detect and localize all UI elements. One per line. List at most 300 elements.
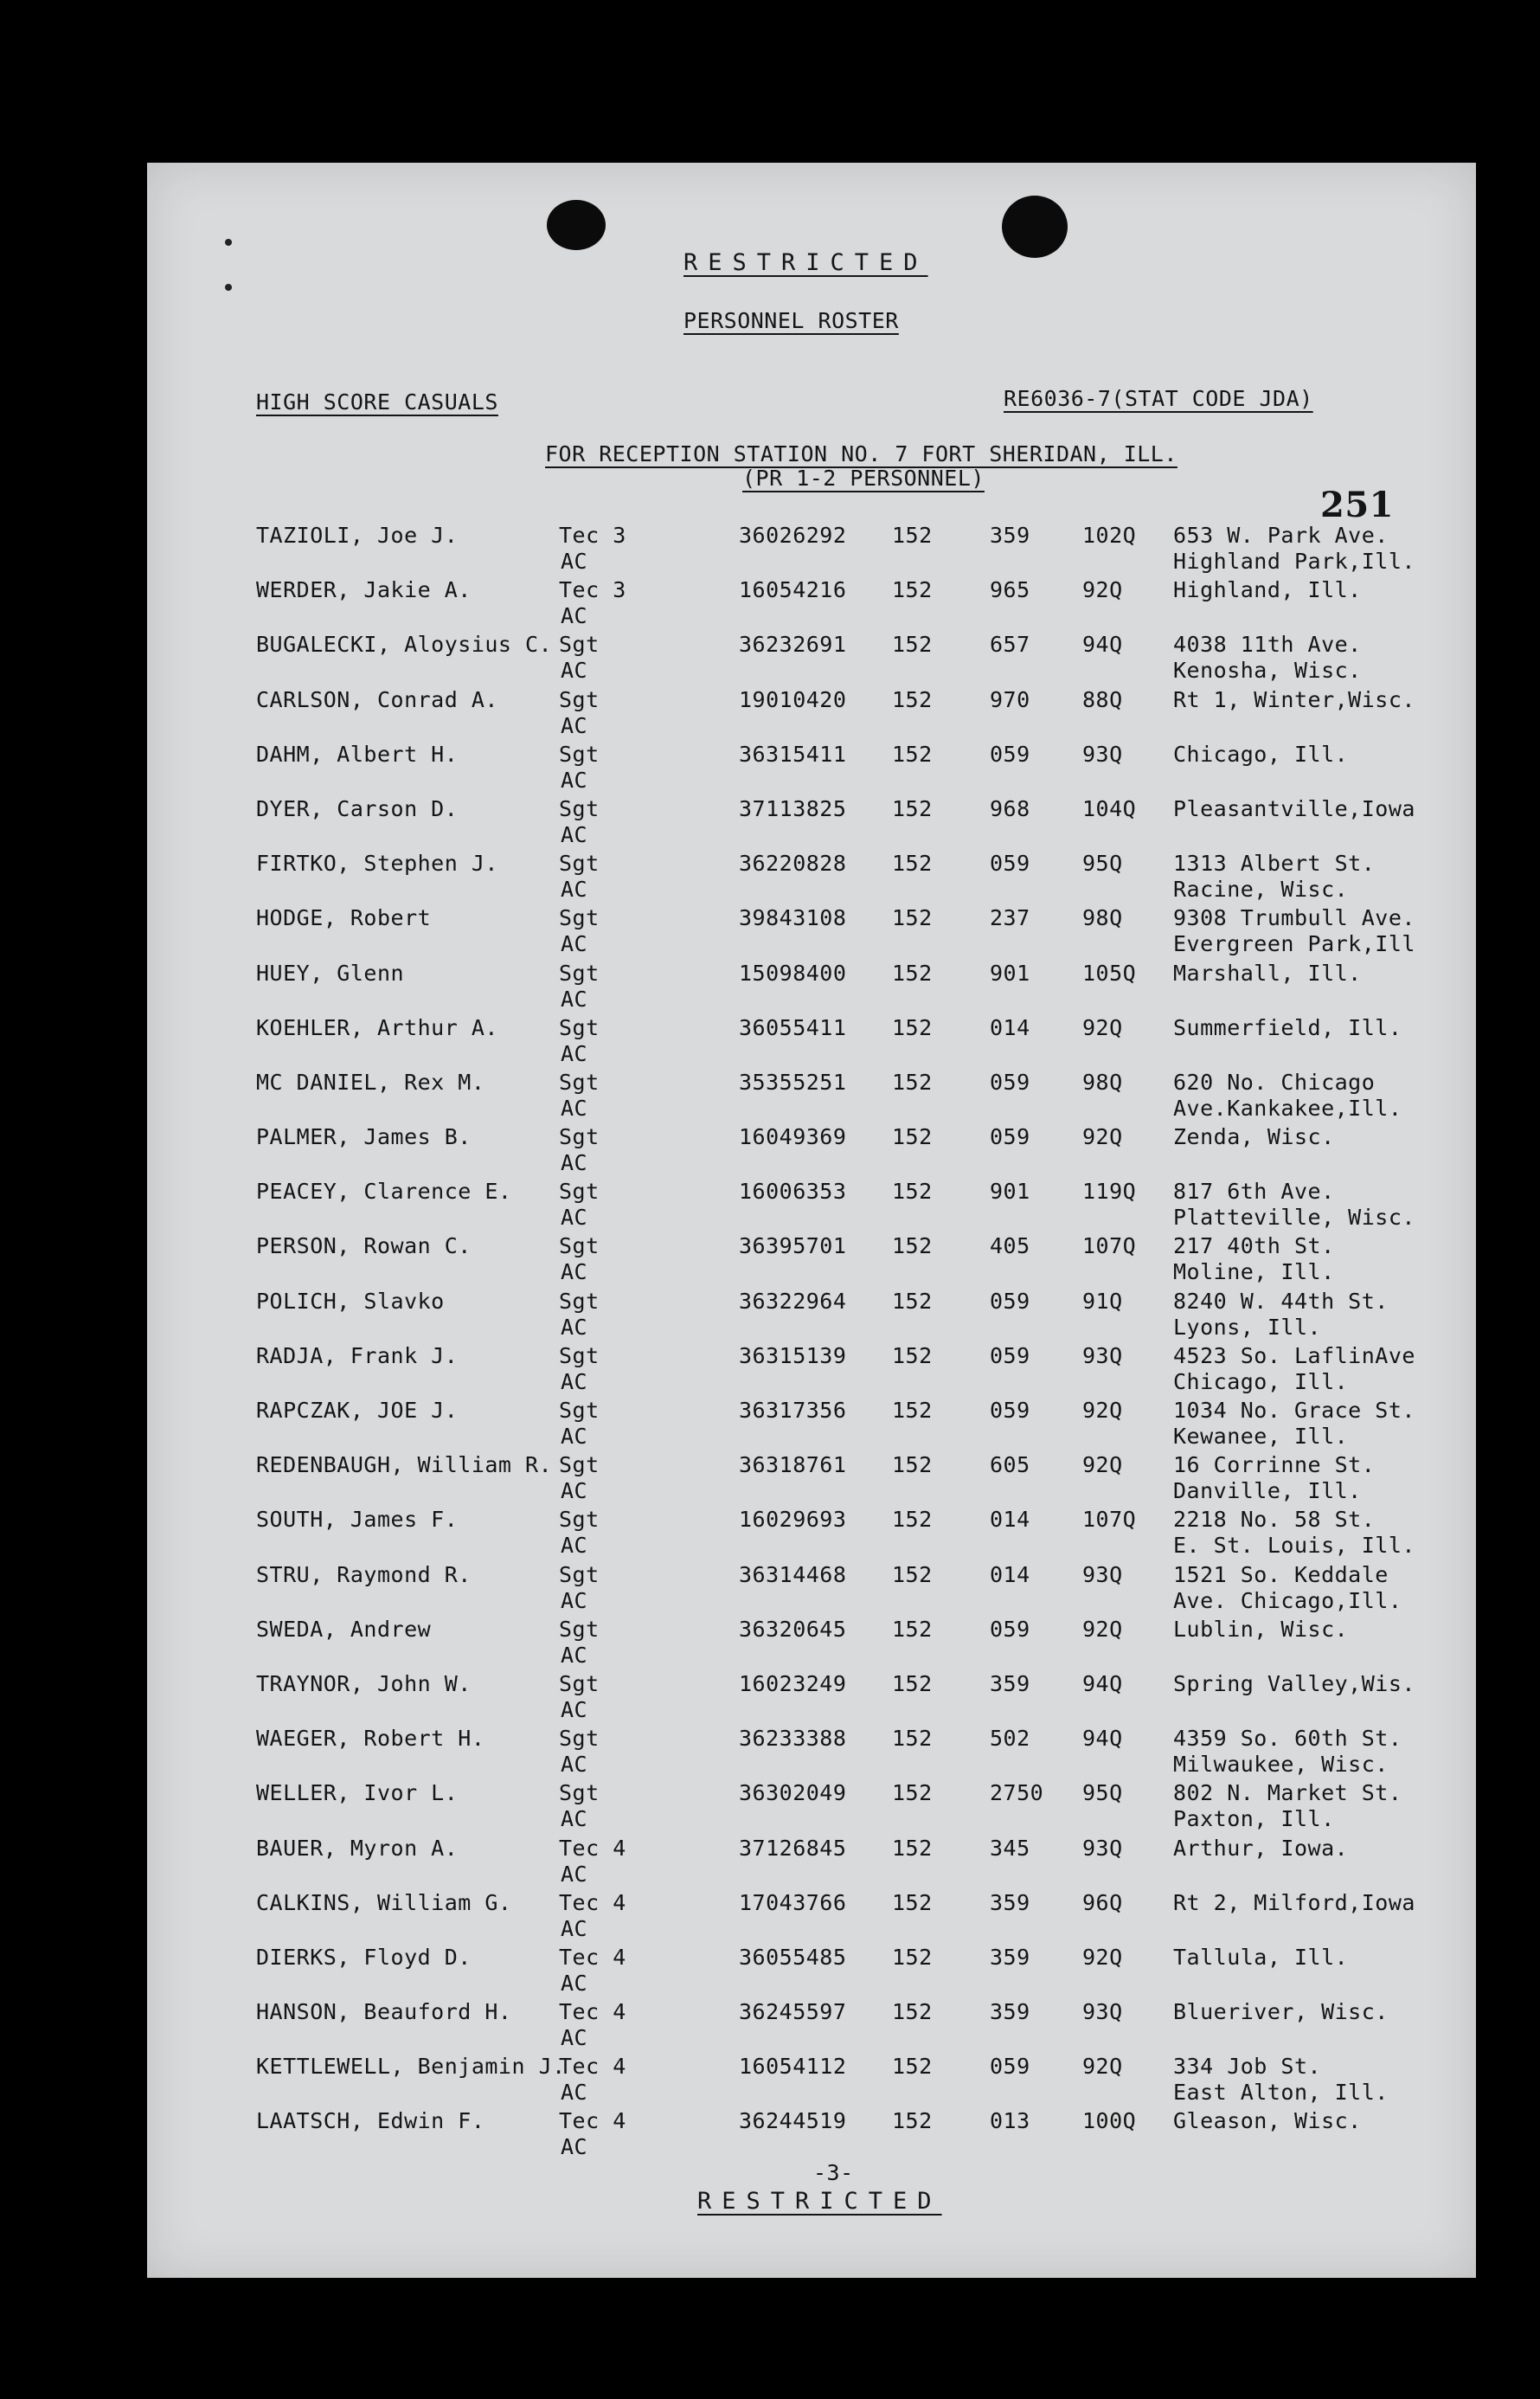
grade: Tec 4: [559, 1889, 626, 1915]
spec-code: 059: [990, 1616, 1030, 1642]
roster-row: [256, 1836, 1415, 1890]
spec-code: 2750: [990, 1780, 1044, 1806]
score: 94Q: [1082, 1670, 1123, 1696]
serial-number: 36318761: [739, 1452, 847, 1478]
roster-row: [256, 1233, 1415, 1288]
serial-number: 36317356: [739, 1398, 847, 1423]
serial-number: 36315411: [739, 741, 847, 767]
spec-code: 359: [990, 1670, 1030, 1696]
soldier-name: LAATSCH, Edwin F.: [256, 2108, 485, 2134]
address-line: Ave.Kankakee,Ill.: [1173, 1095, 1402, 1121]
destination-subline: (PR 1-2 PERSONNEL): [742, 466, 985, 491]
address-line: Tallula, Ill.: [1173, 1944, 1349, 1970]
soldier-name: STRU, Raymond R.: [256, 1561, 472, 1587]
roster-row: [256, 523, 1415, 577]
grade: Sgt: [559, 851, 600, 877]
address-line: Kewanee, Ill.: [1173, 1424, 1349, 1449]
serial-number: 36220828: [739, 851, 847, 877]
mos-code: 152: [892, 1452, 933, 1478]
punch-hole-right: [1002, 196, 1068, 258]
serial-number: 36026292: [739, 523, 847, 548]
address-line: Danville, Ill.: [1173, 1478, 1362, 1504]
roster-row: [256, 961, 1415, 1015]
soldier-name: PERSON, Rowan C.: [256, 1233, 472, 1259]
grade: Sgt: [559, 1507, 600, 1533]
branch: AC: [561, 1259, 588, 1285]
serial-number: 37126845: [739, 1835, 847, 1861]
grade: Sgt: [559, 1124, 600, 1150]
serial-number: 36055485: [739, 1944, 847, 1970]
address-line: 217 40th St.: [1173, 1233, 1335, 1259]
soldier-name: HUEY, Glenn: [256, 960, 405, 986]
roster-row: [256, 2108, 1415, 2163]
mos-code: 152: [892, 1069, 933, 1095]
mos-code: 152: [892, 632, 933, 658]
serial-number: 17043766: [739, 1889, 847, 1915]
grade: Tec 4: [559, 2054, 626, 2080]
mos-code: 152: [892, 1288, 933, 1314]
roster-row: [256, 1070, 1415, 1124]
address-line: 817 6th Ave.: [1173, 1179, 1335, 1205]
branch: AC: [561, 549, 588, 574]
address-line: 802 N. Market St.: [1173, 1780, 1402, 1806]
address-line: 9308 Trumbull Ave.: [1173, 905, 1415, 931]
mos-code: 152: [892, 795, 933, 821]
page-number: 251: [1320, 485, 1394, 525]
address-line: East Alton, Ill.: [1173, 2080, 1389, 2106]
score: 92Q: [1082, 1616, 1123, 1642]
mos-code: 152: [892, 1233, 933, 1259]
serial-number: 16054216: [739, 577, 847, 603]
branch: AC: [561, 931, 588, 957]
soldier-name: TRAYNOR, John W.: [256, 1670, 472, 1696]
branch: AC: [561, 1040, 588, 1066]
grade: Tec 4: [559, 1835, 626, 1861]
address-line: Summerfield, Ill.: [1173, 1014, 1402, 1040]
roster-row: [256, 1289, 1415, 1343]
branch: AC: [561, 1478, 588, 1504]
roster-row: [256, 1945, 1415, 1999]
score: 95Q: [1082, 851, 1123, 877]
spec-code: 014: [990, 1014, 1030, 1040]
grade: Tec 4: [559, 2108, 626, 2134]
soldier-name: DYER, Carson D.: [256, 795, 459, 821]
mos-code: 152: [892, 523, 933, 548]
roster-row: [256, 796, 1415, 851]
branch: AC: [561, 1205, 588, 1231]
serial-number: 36322964: [739, 1288, 847, 1314]
score: 105Q: [1082, 960, 1137, 986]
soldier-name: WERDER, Jakie A.: [256, 577, 472, 603]
grade: Sgt: [559, 1342, 600, 1368]
mos-code: 152: [892, 1507, 933, 1533]
grade: Sgt: [559, 1616, 600, 1642]
soldier-name: SOUTH, James F.: [256, 1507, 459, 1533]
roster-row: [256, 1780, 1415, 1835]
branch: AC: [561, 2025, 588, 2051]
ink-speck: [225, 284, 232, 291]
address-line: Pleasantville,Iowa: [1173, 795, 1415, 821]
soldier-name: RAPCZAK, JOE J.: [256, 1398, 459, 1423]
roster-row: [256, 577, 1415, 632]
score: 92Q: [1082, 1124, 1123, 1150]
roster-row: [256, 1015, 1415, 1070]
score: 93Q: [1082, 1999, 1123, 2025]
spec-code: 359: [990, 1999, 1030, 2025]
branch: AC: [561, 603, 588, 629]
serial-number: 36320645: [739, 1616, 847, 1642]
score: 102Q: [1082, 523, 1137, 548]
address-line: Chicago, Ill.: [1173, 1368, 1349, 1394]
soldier-name: BUGALECKI, Aloysius C.: [256, 632, 553, 658]
ink-speck: [225, 239, 232, 246]
roster-row: [256, 1999, 1415, 2054]
grade: Tec 4: [559, 1944, 626, 1970]
spec-code: 359: [990, 523, 1030, 548]
reference-code: RE6036-7(STAT CODE JDA): [1004, 386, 1313, 411]
mos-code: 152: [892, 1179, 933, 1205]
score: 93Q: [1082, 1835, 1123, 1861]
soldier-name: RADJA, Frank J.: [256, 1342, 459, 1368]
grade: Sgt: [559, 960, 600, 986]
score: 98Q: [1082, 905, 1123, 931]
address-line: Blueriver, Wisc.: [1173, 1999, 1389, 2025]
mos-code: 152: [892, 1944, 933, 1970]
roster-row: [256, 1562, 1415, 1617]
soldier-name: POLICH, Slavko: [256, 1288, 445, 1314]
page-marker: -3-: [813, 2160, 854, 2185]
grade: Sgt: [559, 795, 600, 821]
address-line: Rt 1, Winter,Wisc.: [1173, 686, 1415, 712]
soldier-name: SWEDA, Andrew: [256, 1616, 432, 1642]
grade: Sgt: [559, 1398, 600, 1423]
branch: AC: [561, 1696, 588, 1722]
address-line: 4038 11th Ave.: [1173, 632, 1362, 658]
serial-number: 36233388: [739, 1726, 847, 1752]
score: 92Q: [1082, 577, 1123, 603]
mos-code: 152: [892, 1124, 933, 1150]
soldier-name: DAHM, Albert H.: [256, 741, 459, 767]
serial-number: 36315139: [739, 1342, 847, 1368]
score: 95Q: [1082, 1780, 1123, 1806]
address-line: Evergreen Park,Ill: [1173, 931, 1415, 957]
address-line: Spring Valley,Wis.: [1173, 1670, 1415, 1696]
grade: Sgt: [559, 1179, 600, 1205]
branch: AC: [561, 821, 588, 847]
score: 92Q: [1082, 2054, 1123, 2080]
soldier-name: KOEHLER, Arthur A.: [256, 1014, 498, 1040]
roster-row: [256, 1452, 1415, 1507]
grade: Sgt: [559, 1452, 600, 1478]
spec-code: 405: [990, 1233, 1030, 1259]
soldier-name: DIERKS, Floyd D.: [256, 1944, 472, 1970]
grade: Tec 4: [559, 1999, 626, 2025]
roster-row: [256, 2054, 1415, 2108]
address-line: 334 Job St.: [1173, 2054, 1322, 2080]
soldier-name: CARLSON, Conrad A.: [256, 686, 498, 712]
branch: AC: [561, 877, 588, 903]
branch: AC: [561, 986, 588, 1012]
spec-code: 059: [990, 1069, 1030, 1095]
serial-number: 16029693: [739, 1507, 847, 1533]
spec-code: 014: [990, 1507, 1030, 1533]
serial-number: 36245597: [739, 1999, 847, 2025]
mos-code: 152: [892, 1726, 933, 1752]
branch: AC: [561, 767, 588, 793]
soldier-name: WELLER, Ivor L.: [256, 1780, 459, 1806]
roster-row: [256, 1617, 1415, 1671]
score: 100Q: [1082, 2108, 1137, 2134]
document-title: PERSONNEL ROSTER: [683, 308, 899, 333]
mos-code: 152: [892, 1889, 933, 1915]
spec-code: 059: [990, 1342, 1030, 1368]
mos-code: 152: [892, 577, 933, 603]
address-line: E. St. Louis, Ill.: [1173, 1533, 1415, 1559]
serial-number: 19010420: [739, 686, 847, 712]
branch: AC: [561, 1806, 588, 1832]
serial-number: 37113825: [739, 795, 847, 821]
address-line: 1521 So. Keddale: [1173, 1561, 1389, 1587]
soldier-name: CALKINS, William G.: [256, 1889, 512, 1915]
serial-number: 36244519: [739, 2108, 847, 2134]
mos-code: 152: [892, 960, 933, 986]
branch: AC: [561, 712, 588, 738]
serial-number: 16023249: [739, 1670, 847, 1696]
address-line: Moline, Ill.: [1173, 1259, 1335, 1285]
branch: AC: [561, 1368, 588, 1394]
address-line: Highland Park,Ill.: [1173, 549, 1415, 574]
roster-row: [256, 1726, 1415, 1780]
soldier-name: BAUER, Myron A.: [256, 1835, 459, 1861]
serial-number: 16054112: [739, 2054, 847, 2080]
address-line: Rt 2, Milford,Iowa: [1173, 1889, 1415, 1915]
roster-row: [256, 1398, 1415, 1452]
serial-number: 15098400: [739, 960, 847, 986]
grade: Sgt: [559, 686, 600, 712]
spec-code: 059: [990, 2054, 1030, 2080]
branch: AC: [561, 1642, 588, 1668]
grade: Sgt: [559, 632, 600, 658]
branch: AC: [561, 1915, 588, 1941]
serial-number: 36055411: [739, 1014, 847, 1040]
mos-code: 152: [892, 851, 933, 877]
soldier-name: HANSON, Beauford H.: [256, 1999, 512, 2025]
punch-hole-left: [547, 200, 606, 250]
score: 92Q: [1082, 1944, 1123, 1970]
score: 98Q: [1082, 1069, 1123, 1095]
roster-row: [256, 1343, 1415, 1398]
roster-row: [256, 1179, 1415, 1233]
address-line: Chicago, Ill.: [1173, 741, 1349, 767]
score: 91Q: [1082, 1288, 1123, 1314]
branch: AC: [561, 1752, 588, 1778]
branch: AC: [561, 1095, 588, 1121]
grade: Tec 3: [559, 523, 626, 548]
mos-code: 152: [892, 1014, 933, 1040]
soldier-name: MC DANIEL, Rex M.: [256, 1069, 485, 1095]
branch: AC: [561, 2134, 588, 2160]
roster-row: [256, 687, 1415, 742]
address-line: Racine, Wisc.: [1173, 877, 1349, 903]
serial-number: 16006353: [739, 1179, 847, 1205]
address-line: Platteville, Wisc.: [1173, 1205, 1415, 1231]
score: 92Q: [1082, 1014, 1123, 1040]
score: 107Q: [1082, 1507, 1137, 1533]
roster-row: [256, 1890, 1415, 1945]
grade: Sgt: [559, 1670, 600, 1696]
spec-code: 968: [990, 795, 1030, 821]
score: 92Q: [1082, 1452, 1123, 1478]
branch: AC: [561, 1150, 588, 1176]
address-line: Kenosha, Wisc.: [1173, 658, 1362, 684]
spec-code: 657: [990, 632, 1030, 658]
classification-bottom: RESTRICTED: [697, 2188, 942, 2215]
classification-top: RESTRICTED: [683, 249, 928, 276]
serial-number: 36232691: [739, 632, 847, 658]
spec-code: 965: [990, 577, 1030, 603]
soldier-name: PALMER, James B.: [256, 1124, 472, 1150]
grade: Sgt: [559, 905, 600, 931]
unit-heading: HIGH SCORE CASUALS: [256, 389, 498, 415]
soldier-name: TAZIOLI, Joe J.: [256, 523, 459, 548]
spec-code: 901: [990, 1179, 1030, 1205]
mos-code: 152: [892, 741, 933, 767]
address-line: 1034 No. Grace St.: [1173, 1398, 1415, 1423]
spec-code: 901: [990, 960, 1030, 986]
spec-code: 359: [990, 1889, 1030, 1915]
grade: Sgt: [559, 741, 600, 767]
mos-code: 152: [892, 1342, 933, 1368]
mos-code: 152: [892, 1616, 933, 1642]
score: 119Q: [1082, 1179, 1137, 1205]
roster-row: [256, 1124, 1415, 1179]
address-line: 16 Corrinne St.: [1173, 1452, 1376, 1478]
spec-code: 345: [990, 1835, 1030, 1861]
address-line: Lyons, Ill.: [1173, 1314, 1322, 1340]
roster-row: [256, 851, 1415, 905]
serial-number: 36302049: [739, 1780, 847, 1806]
branch: AC: [561, 1861, 588, 1887]
spec-code: 059: [990, 1398, 1030, 1423]
roster-row: [256, 632, 1415, 686]
address-line: 4359 So. 60th St.: [1173, 1726, 1402, 1752]
spec-code: 059: [990, 851, 1030, 877]
soldier-name: PEACEY, Clarence E.: [256, 1179, 512, 1205]
roster-row: [256, 1507, 1415, 1561]
score: 93Q: [1082, 741, 1123, 767]
branch: AC: [561, 2080, 588, 2106]
roster-row: [256, 742, 1415, 796]
address-line: Zenda, Wisc.: [1173, 1124, 1335, 1150]
roster-row: [256, 905, 1415, 960]
serial-number: 39843108: [739, 905, 847, 931]
mos-code: 152: [892, 1999, 933, 2025]
grade: Sgt: [559, 1780, 600, 1806]
address-line: Marshall, Ill.: [1173, 960, 1362, 986]
serial-number: 35355251: [739, 1069, 847, 1095]
serial-number: 16049369: [739, 1124, 847, 1150]
branch: AC: [561, 1424, 588, 1449]
spec-code: 013: [990, 2108, 1030, 2134]
mos-code: 152: [892, 1780, 933, 1806]
soldier-name: KETTLEWELL, Benjamin J.: [256, 2054, 566, 2080]
mos-code: 152: [892, 1398, 933, 1423]
mos-code: 152: [892, 686, 933, 712]
grade: Sgt: [559, 1561, 600, 1587]
score: 107Q: [1082, 1233, 1137, 1259]
soldier-name: FIRTKO, Stephen J.: [256, 851, 498, 877]
spec-code: 237: [990, 905, 1030, 931]
grade: Sgt: [559, 1233, 600, 1259]
address-line: Ave. Chicago,Ill.: [1173, 1587, 1402, 1613]
branch: AC: [561, 1970, 588, 1996]
grade: Sgt: [559, 1726, 600, 1752]
spec-code: 059: [990, 1124, 1030, 1150]
spec-code: 059: [990, 741, 1030, 767]
serial-number: 36314468: [739, 1561, 847, 1587]
mos-code: 152: [892, 2054, 933, 2080]
grade: Sgt: [559, 1014, 600, 1040]
mos-code: 152: [892, 2108, 933, 2134]
score: 92Q: [1082, 1398, 1123, 1423]
address-line: 1313 Albert St.: [1173, 851, 1376, 877]
branch: AC: [561, 658, 588, 684]
mos-code: 152: [892, 1561, 933, 1587]
roster-row: [256, 1671, 1415, 1726]
soldier-name: REDENBAUGH, William R.: [256, 1452, 553, 1478]
address-line: 620 No. Chicago: [1173, 1069, 1376, 1095]
spec-code: 970: [990, 686, 1030, 712]
mos-code: 152: [892, 1670, 933, 1696]
spec-code: 605: [990, 1452, 1030, 1478]
score: 96Q: [1082, 1889, 1123, 1915]
destination-line: FOR RECEPTION STATION NO. 7 FORT SHERIDAN, ILL.: [545, 441, 1177, 466]
mos-code: 152: [892, 1835, 933, 1861]
score: 93Q: [1082, 1342, 1123, 1368]
score: 104Q: [1082, 795, 1137, 821]
serial-number: 36395701: [739, 1233, 847, 1259]
spec-code: 014: [990, 1561, 1030, 1587]
spec-code: 059: [990, 1288, 1030, 1314]
mos-code: 152: [892, 905, 933, 931]
address-line: Lublin, Wisc.: [1173, 1616, 1349, 1642]
spec-code: 502: [990, 1726, 1030, 1752]
grade: Tec 3: [559, 577, 626, 603]
grade: Sgt: [559, 1069, 600, 1095]
roster-page: [147, 163, 1476, 2278]
address-line: Paxton, Ill.: [1173, 1806, 1335, 1832]
branch: AC: [561, 1533, 588, 1559]
score: 93Q: [1082, 1561, 1123, 1587]
address-line: Gleason, Wisc.: [1173, 2108, 1362, 2134]
grade: Sgt: [559, 1288, 600, 1314]
branch: AC: [561, 1314, 588, 1340]
score: 88Q: [1082, 686, 1123, 712]
address-line: 8240 W. 44th St.: [1173, 1288, 1389, 1314]
address-line: 2218 No. 58 St.: [1173, 1507, 1376, 1533]
address-line: 653 W. Park Ave.: [1173, 523, 1389, 548]
address-line: Highland, Ill.: [1173, 577, 1362, 603]
spec-code: 359: [990, 1944, 1030, 1970]
score: 94Q: [1082, 632, 1123, 658]
soldier-name: HODGE, Robert: [256, 905, 432, 931]
address-line: Milwaukee, Wisc.: [1173, 1752, 1389, 1778]
roster-list: [256, 523, 1415, 2164]
address-line: Arthur, Iowa.: [1173, 1835, 1349, 1861]
score: 94Q: [1082, 1726, 1123, 1752]
address-line: 4523 So. LaflinAve: [1173, 1342, 1415, 1368]
branch: AC: [561, 1587, 588, 1613]
